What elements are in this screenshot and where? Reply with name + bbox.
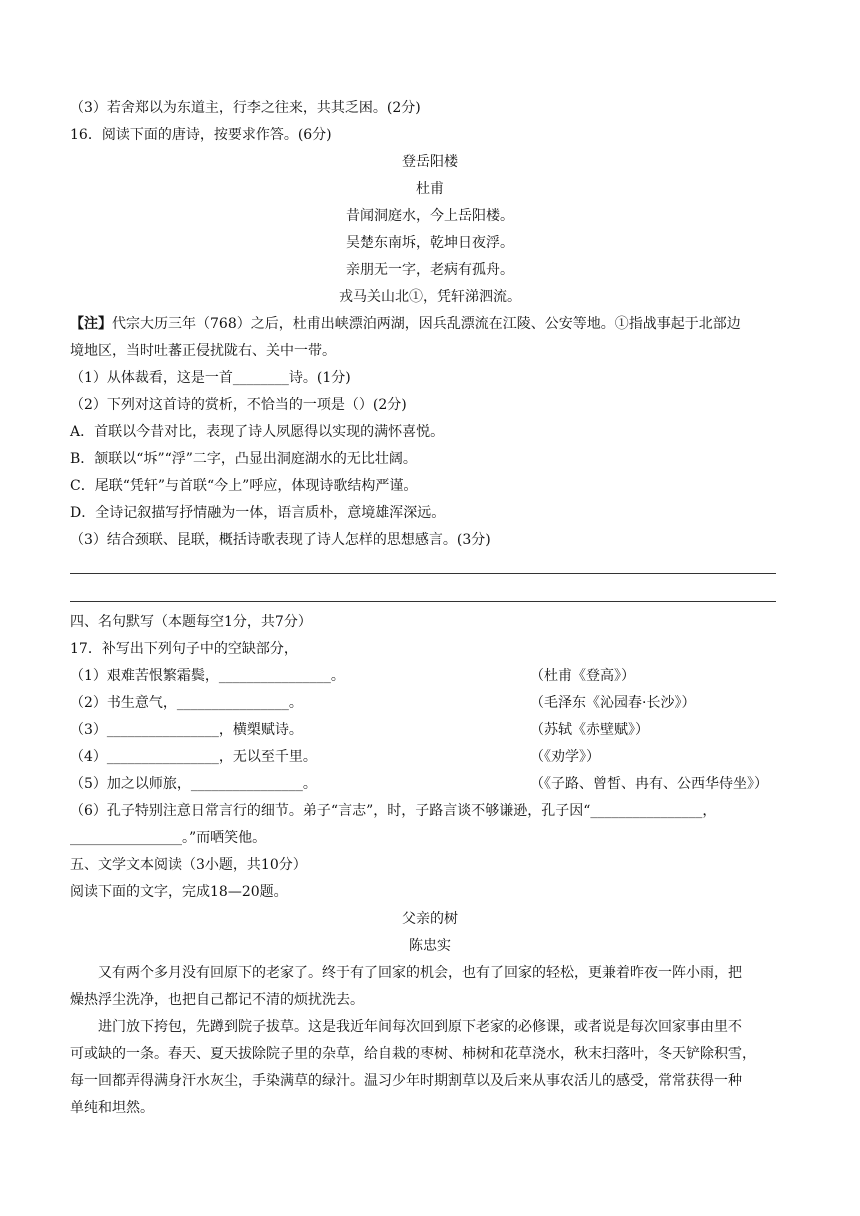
essay-paragraph-cont: 可或缺的一条。春天、夏天拔除院子里的杂草，给自栽的枣树、柿树和花草浇水，秋末扫落叶，冬天铲除积雪， [70, 1046, 756, 1062]
q15-sub3: （3）若舍郑以为东道主，行李之往来，共其乏困。(2分) [70, 100, 421, 116]
essay-author: 陈忠实 [409, 938, 451, 954]
fill-item: （3）________________，横槊赋诗。 [70, 722, 303, 738]
fill-item: （2）书生意气，________________。 [70, 695, 303, 711]
q17-heading: 17．补写出下列句子中的空缺部分， [70, 641, 298, 657]
fill-item-source: （杜甫《登高》） [530, 668, 635, 684]
fill-item-source: （苏轼《赤壁赋》） [530, 722, 649, 738]
note-label: 【注】 [70, 316, 112, 332]
essay-paragraph-cont: 单纯和坦然。 [70, 1100, 154, 1116]
essay-title: 父亲的树 [402, 911, 458, 927]
answer-line [70, 573, 776, 574]
section5-instruction: 阅读下面的文字，完成18—20题。 [70, 884, 288, 900]
poem-note [70, 314, 741, 334]
fill-item-6-cont: ________________。”而哂笑他。 [70, 830, 267, 846]
fill-item: （4）________________，无以至千里。 [70, 749, 317, 765]
q16-sub3: （3）结合颈联、昆联，概括诗歌表现了诗人怎样的思想感言。(3分) [70, 532, 491, 548]
essay-paragraph-cont: 每一回都弄得满身汗水灰尘，手染满草的绿汁。温习少年时期割草以及后来从事农活儿的感受，常常获得一种 [70, 1073, 742, 1089]
option-b: B．颔联以“坼”“浮”二字，凸显出洞庭湖水的无比壮阔。 [70, 451, 417, 467]
essay-paragraph: 进门放下挎包，先蹲到院子拔草。这是我近年间每次回到原下老家的必修课，或者说是每次回家事由里不 [98, 1019, 742, 1035]
q16-heading: 16．阅读下面的唐诗，按要求作答。(6分) [70, 127, 332, 143]
poem-author: 杜甫 [416, 181, 444, 197]
section5-heading: 五、文学文本阅读（3小题，共10分） [70, 857, 307, 873]
option-a: A．首联以今昔对比，表现了诗人夙愿得以实现的满怀喜悦。 [70, 424, 445, 440]
fill-item: （1）艰难苦恨繁霜鬓，________________。 [70, 668, 345, 684]
essay-paragraph-cont: 燥热浮尘洗净，也把自己都记不清的烦扰洗去。 [70, 992, 364, 1008]
fill-item-source: （毛泽东《沁园春·长沙》） [530, 695, 696, 711]
fill-item-source: （《子路、曾皙、冉有、公西华侍坐》） [530, 776, 768, 792]
answer-line [70, 601, 776, 602]
essay-paragraph: 又有两个多月没有回原下的老家了。终于有了回家的机会，也有了回家的轻松，更兼着昨夜一阵小雨，把 [98, 965, 742, 981]
fill-item-6: （6）孔子特别注意日常言行的细节。弟子“言志”，时，子路言谈不够谦逊，孔子因“________________， [70, 803, 717, 819]
fill-item: （5）加之以师旅，________________。 [70, 776, 317, 792]
note-text: 代宗大历三年（768）之后，杜甫出峡漂泊两湖，因兵乱漂流在江陵、公安等地。①指战事起于北部边 [112, 316, 741, 332]
q16-sub1: （1）从体裁看，这是一首________诗。(1分) [70, 370, 351, 386]
poem-title: 登岳阳楼 [402, 154, 458, 170]
poem-line: 戎马关山北①，凭轩涕泗流。 [339, 289, 521, 305]
poem-line: 吴楚东南坼，乾坤日夜浮。 [346, 235, 514, 251]
option-d: D．全诗记叙描写抒情融为一体，语言质朴，意境雄浑深远。 [70, 505, 446, 521]
option-c: C．尾联“凭轩”与首联“今上”呼应，体现诗歌结构严谨。 [70, 478, 418, 494]
q16-sub2: （2）下列对这首诗的赏析，不恰当的一项是（）(2分) [70, 397, 407, 413]
section4-heading: 四、名句默写（本题每空1分，共7分） [70, 614, 312, 630]
fill-item-source: （《劝学》） [530, 749, 600, 765]
poem-line: 昔闻洞庭水，今上岳阳楼。 [346, 208, 514, 224]
poem-note-cont: 境地区，当时吐蕃正侵扰陇右、关中一带。 [70, 343, 336, 359]
poem-line: 亲朋无一字，老病有孤舟。 [346, 262, 514, 278]
